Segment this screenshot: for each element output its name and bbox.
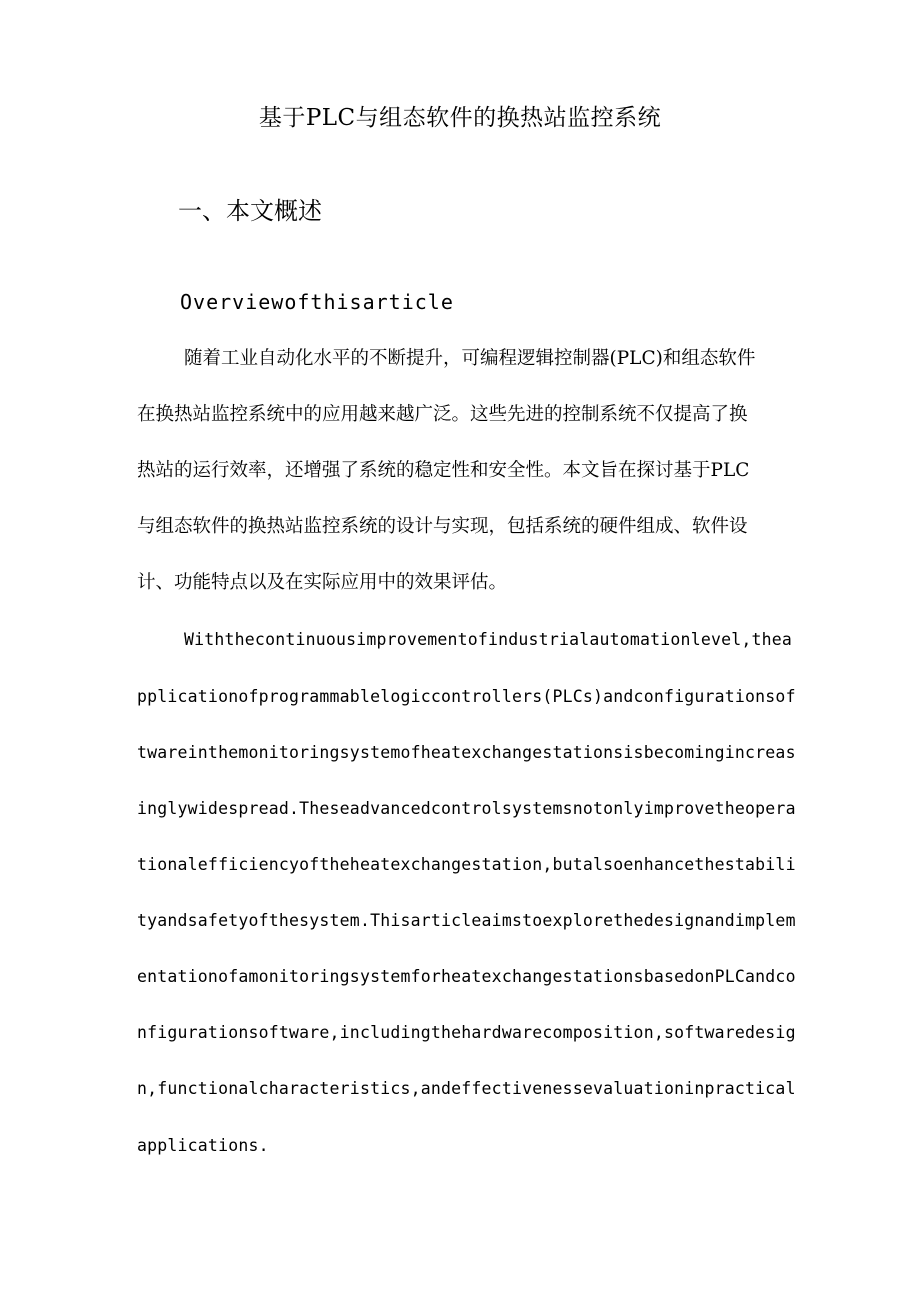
paragraph-zh-line: 随着工业自动化水平的不断提升，可编程逻辑控制器(PLC)和组态软件 bbox=[184, 348, 756, 369]
paragraph-en-line: n,functionalcharacteristics,andeffectivenessevaluationinpractical bbox=[137, 1079, 796, 1098]
section-heading: 一、本文概述 bbox=[178, 197, 322, 225]
paragraph-zh-line: 在换热站监控系统中的应用越来越广泛。这些先进的控制系统不仅提高了换 bbox=[137, 404, 748, 425]
paragraph-zh-line: 计、功能特点以及在实际应用中的效果评估。 bbox=[137, 572, 508, 593]
paragraph-en-line: nfigurationsoftware,includingthehardwarecomposition,softwaredesig bbox=[137, 1023, 796, 1042]
paragraph-en-line: pplicationofprogrammablelogiccontrollers(PLCs)andconfigurationsof bbox=[137, 687, 796, 706]
paragraph-zh-line: 热站的运行效率，还增强了系统的稳定性和安全性。本文旨在探讨基于PLC bbox=[137, 460, 750, 481]
section-subheading-en: Overviewofthisarticle bbox=[180, 290, 454, 314]
paragraph-en-line: Withthecontinuousimprovementofindustrialautomationlevel,thea bbox=[184, 630, 793, 649]
paragraph-en-line: inglywidespread.Theseadvancedcontrolsystemsnotonlyimprovetheopera bbox=[137, 799, 796, 818]
paragraph-en-line: applications. bbox=[137, 1136, 269, 1155]
paragraph-en-line: entationofamonitoringsystemforheatexchangestationsbasedonPLCandco bbox=[137, 967, 796, 986]
paragraph-en-line: twareinthemonitoringsystemofheatexchangestationsisbecomingincreas bbox=[137, 743, 796, 762]
document-title: 基于PLC与组态软件的换热站监控系统 bbox=[258, 105, 662, 131]
paragraph-zh-line: 与组态软件的换热站监控系统的设计与实现，包括系统的硬件组成、软件设 bbox=[137, 516, 748, 537]
paragraph-en-line: tionalefficiencyoftheheatexchangestation,butalsoenhancethestabili bbox=[137, 855, 796, 874]
paragraph-en-line: tyandsafetyofthesystem.Thisarticleaimstoexplorethedesignandimplem bbox=[137, 911, 796, 930]
